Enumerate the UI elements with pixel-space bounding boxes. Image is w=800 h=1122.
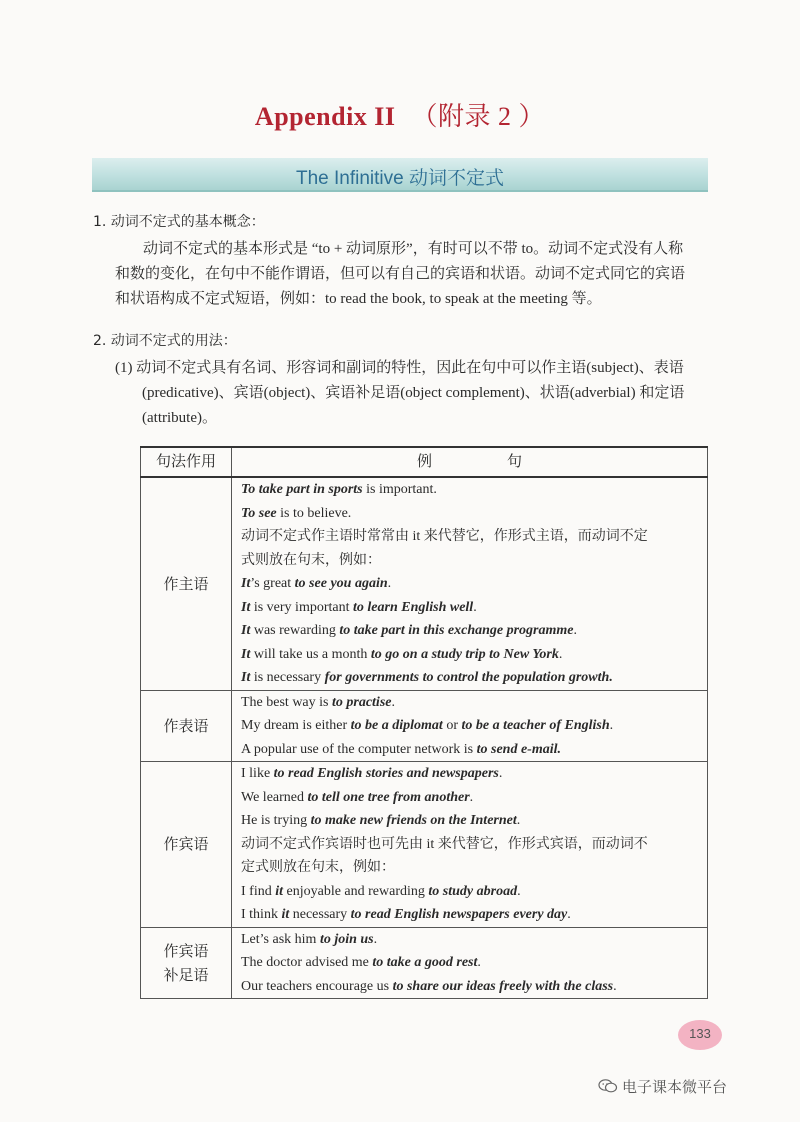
example-sentence <box>241 502 701 526</box>
sentence-text: ’s great <box>250 576 295 591</box>
function-cell: 作表语 <box>141 690 232 762</box>
section1-line: 和数的变化，在句中不能作谓语，但可以有自己的宾语和状语。动词不定式同它的宾语 <box>115 266 686 282</box>
sentence-text: . <box>498 766 503 781</box>
sentence-text: I think <box>241 907 282 922</box>
function-label-line: 补足语 <box>163 965 209 984</box>
section2-heading: 2. 动词不定式的用法： <box>93 333 237 349</box>
sentence-text: 式则放在句末，例如： <box>241 552 381 568</box>
emphasized-phrase: to learn English well <box>353 599 474 615</box>
sentence-text: I like <box>241 766 274 781</box>
sentence-text: was rewarding <box>250 623 340 638</box>
section2-line: (predicative)、宾语(object)、宾语补足语(object complement)、状语(adverbial) 和定语 <box>142 385 685 401</box>
sentence-text: Let’s ask him <box>241 931 320 947</box>
emphasized-phrase: to join us <box>319 931 374 947</box>
sentence-text: . <box>567 907 571 922</box>
example-sentence <box>241 549 701 573</box>
sentence-text: . <box>387 576 392 591</box>
example-sentence <box>241 619 701 643</box>
emphasized-phrase: It <box>241 599 251 615</box>
sentence-text: 定式则放在句末，例如： <box>241 860 395 875</box>
emphasized-phrase: to share our ideas freely with the class <box>392 978 614 994</box>
sentence-text: A popular use of the computer network is <box>241 741 477 757</box>
emphasized-phrase: it <box>281 907 290 922</box>
emphasized-phrase: To take part in sports <box>241 482 363 497</box>
header-function: 句法作用 <box>141 447 232 477</box>
emphasized-phrase: to study abroad <box>428 883 518 899</box>
function-label-line: 作宾语 <box>163 941 209 960</box>
section2-line: (1) 动词不定式具有名词、形容词和副词的特性，因此在句中可以作主语(subject)、表语 <box>115 360 684 376</box>
emphasized-phrase: to make new friends on the Internet <box>310 813 517 828</box>
sentence-text: The best way is <box>241 694 332 710</box>
section1-heading: 1. 动词不定式的基本概念： <box>93 214 265 230</box>
emphasized-phrase: to see you again <box>294 576 388 591</box>
watermark <box>598 1076 727 1097</box>
page-number-badge <box>678 1020 722 1050</box>
example-sentence <box>241 809 701 833</box>
emphasized-phrase: to send e-mail. <box>476 741 562 757</box>
sentence-text: . <box>558 646 563 662</box>
sentence-text: enjoyable and rewarding <box>283 883 429 899</box>
sentence-text: Our teachers encourage us <box>241 978 393 994</box>
sentence-text: . <box>391 694 395 710</box>
sentence-text: will take us a month <box>250 646 371 662</box>
example-sentence <box>241 666 701 690</box>
sentence-text: I find <box>241 883 276 899</box>
emphasized-phrase: it <box>275 883 283 899</box>
sentence-text: . <box>373 931 378 947</box>
table-row <box>141 762 708 928</box>
example-sentence <box>241 596 701 620</box>
infinitive-usage-table <box>140 446 708 999</box>
sentence-text: He is trying <box>241 813 311 828</box>
example-sentence <box>241 643 701 667</box>
examples-cell <box>232 477 708 690</box>
function-cell: 作宾语 <box>141 762 232 928</box>
sentence-text: . <box>473 599 477 615</box>
examples-cell <box>232 762 708 928</box>
sentence-text: . <box>517 883 521 899</box>
sentence-text: is to believe. <box>276 505 352 521</box>
example-sentence <box>241 928 701 952</box>
table-row <box>141 690 708 762</box>
function-cell <box>141 927 232 999</box>
example-sentence <box>241 833 701 857</box>
wechat-icon <box>598 1078 618 1094</box>
examples-cell <box>232 690 708 762</box>
example-sentence <box>241 880 701 904</box>
header-examples: 例 句 <box>232 447 708 477</box>
example-sentence <box>241 951 701 975</box>
section1-line: 动词不定式的基本形式是 “to + 动词原形”，有时可以不带 to。动词不定式没有人称 <box>143 241 684 257</box>
sentence-text: . <box>516 813 521 828</box>
sentence-text: is very important <box>250 599 353 615</box>
table-row <box>141 927 708 999</box>
table-header-row <box>141 447 708 477</box>
emphasized-phrase: To see <box>241 505 277 521</box>
sentence-text: necessary <box>289 907 351 922</box>
example-sentence <box>241 903 701 927</box>
emphasized-phrase: to be a diplomat <box>350 718 443 733</box>
sentence-text: The doctor advised me <box>241 955 373 970</box>
table-row <box>141 477 708 690</box>
emphasized-phrase: to practise <box>331 694 392 710</box>
emphasized-phrase: to read English newspapers every day <box>350 907 568 922</box>
section1-line: 和状语构成不定式短语，例如：to read the book, to speak at the meeting 等。 <box>115 291 602 307</box>
sentence-text: . <box>613 978 617 994</box>
example-sentence <box>241 525 701 549</box>
sentence-text: . <box>609 718 614 733</box>
section2-line: (attribute)。 <box>142 410 217 426</box>
emphasized-phrase: to tell one tree from another <box>307 789 470 805</box>
example-sentence <box>241 738 701 762</box>
watermark-text: 电子课本微平台 <box>622 1078 728 1096</box>
example-sentence <box>241 572 701 596</box>
example-sentence <box>241 714 701 738</box>
page-number: 133 <box>689 1026 711 1041</box>
emphasized-phrase: for governments to control the population growth. <box>324 670 613 685</box>
example-sentence <box>241 856 701 880</box>
function-cell: 作主语 <box>141 477 232 690</box>
example-sentence <box>241 691 701 715</box>
sentence-text: We learned <box>241 789 308 805</box>
emphasized-phrase: to read English stories and newspapers <box>273 766 499 781</box>
sentence-text: My dream is either <box>241 718 351 733</box>
sentence-text: . <box>469 789 474 805</box>
emphasized-phrase: It <box>241 576 251 591</box>
sentence-text: . <box>477 955 481 970</box>
section-usage <box>93 329 713 431</box>
emphasized-phrase: It <box>241 670 251 685</box>
sentence-text: 动词不定式作主语时常常由 it 来代替它，作形式主语，而动词不定 <box>241 529 648 544</box>
example-sentence <box>241 975 701 999</box>
emphasized-phrase: to take a good rest <box>372 955 478 970</box>
banner-title: The Infinitive 动词不定式 <box>296 168 504 189</box>
emphasized-phrase: to take part in this exchange programme <box>339 623 574 638</box>
emphasized-phrase: to go on a study trip to New York <box>370 646 559 662</box>
title-en: Appendix II <box>254 102 396 131</box>
section-banner <box>92 158 708 192</box>
section-basic-concept <box>93 210 713 312</box>
sentence-text: or <box>442 718 462 733</box>
emphasized-phrase: It <box>241 623 251 638</box>
page-title <box>0 96 800 133</box>
sentence-text: 动词不定式作宾语时也可先由 it 来代替它，作形式宾语，而动词不 <box>241 836 648 852</box>
example-sentence <box>241 762 701 786</box>
example-sentence <box>241 786 701 810</box>
emphasized-phrase: It <box>241 646 251 662</box>
examples-cell <box>232 927 708 999</box>
sentence-text: is necessary <box>250 670 325 685</box>
title-cn: （附录 2 ） <box>411 102 546 131</box>
example-sentence <box>241 478 701 502</box>
emphasized-phrase: to be a teacher of English <box>461 718 610 733</box>
sentence-text: . <box>573 623 577 638</box>
sentence-text: is important. <box>362 482 437 497</box>
